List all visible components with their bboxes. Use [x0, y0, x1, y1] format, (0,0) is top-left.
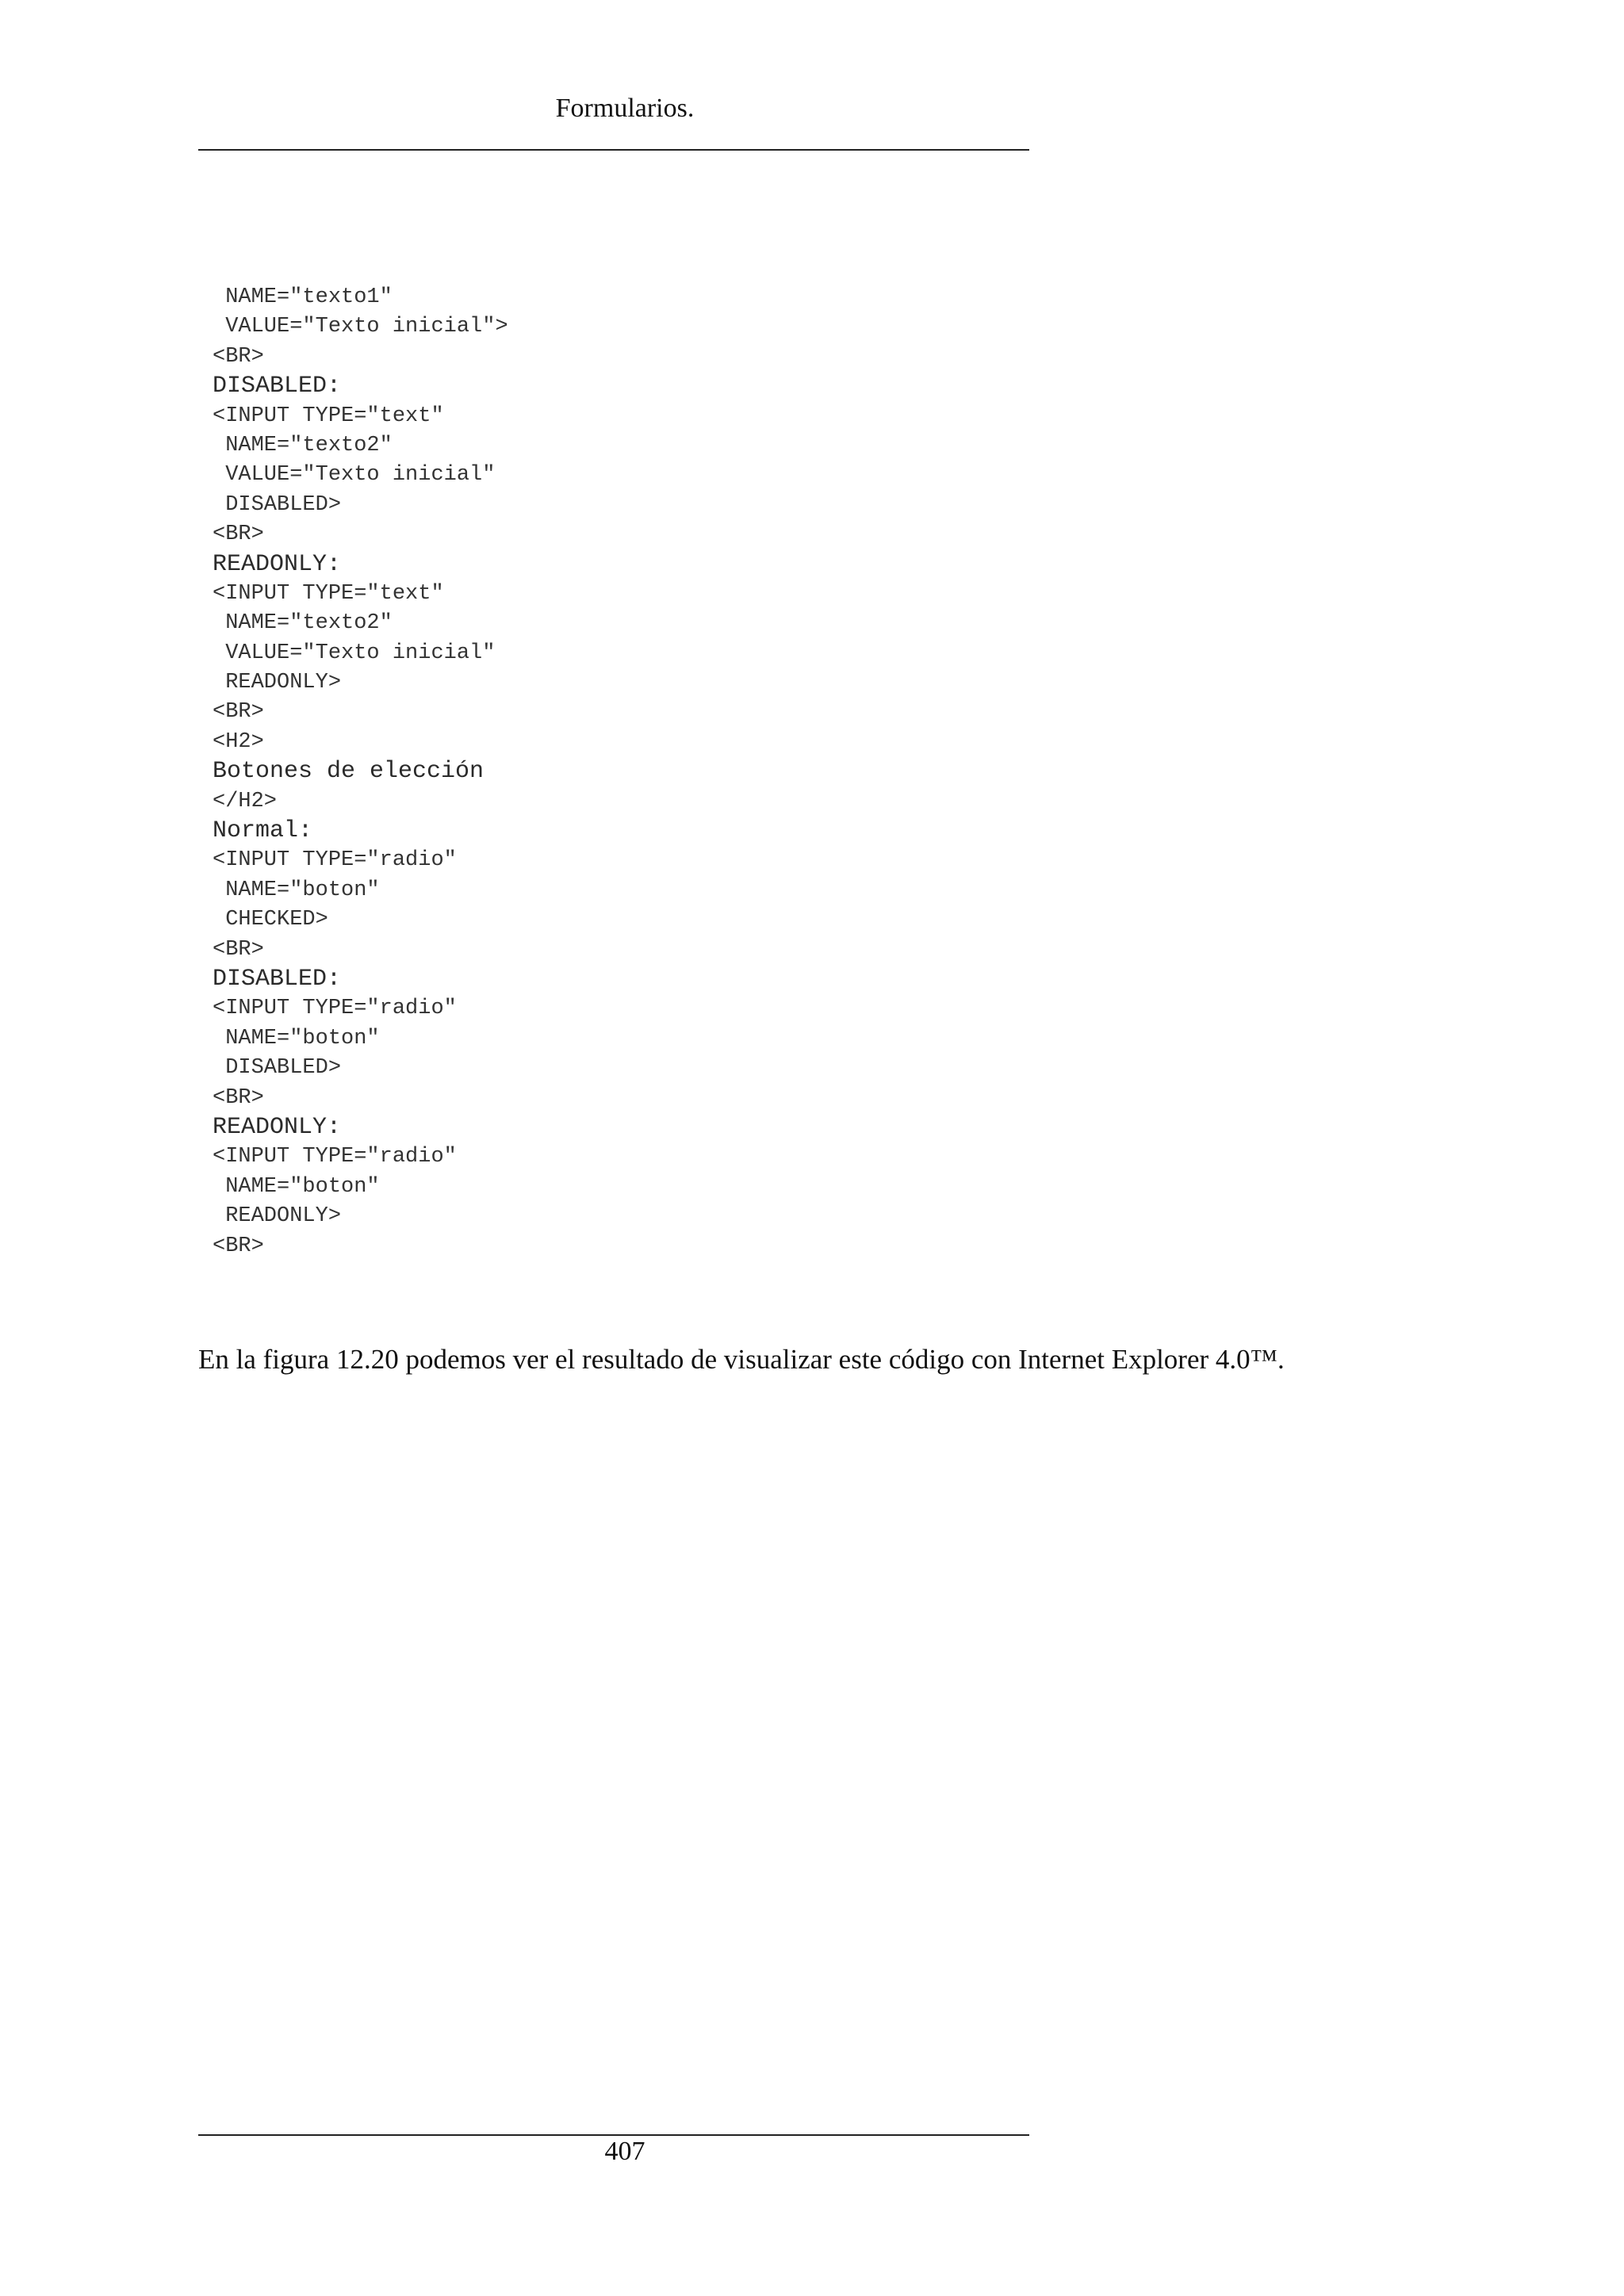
code-line: READONLY: — [213, 550, 342, 578]
code-line: <H2> — [213, 729, 264, 754]
code-line: NAME="texto1" — [213, 285, 393, 309]
code-line: <BR> — [213, 700, 264, 725]
code-line: CHECKED> — [213, 908, 328, 932]
code-line: DISABLED> — [213, 492, 342, 517]
code-line: <INPUT TYPE="radio" — [213, 997, 457, 1021]
page-footer — [198, 2134, 1029, 2166]
code-line: Botones de elección — [213, 758, 485, 786]
code-line: NAME="boton" — [213, 1026, 380, 1050]
code-line: NAME="boton" — [213, 878, 380, 902]
code-line: READONLY> — [213, 671, 342, 695]
code-line: <BR> — [213, 1085, 264, 1110]
code-line: NAME="texto2" — [213, 611, 393, 636]
code-line: <BR> — [213, 344, 264, 369]
code-line: <BR> — [213, 1234, 264, 1258]
code-line: VALUE="Texto inicial" — [213, 463, 496, 488]
code-line: <INPUT TYPE="text" — [213, 404, 444, 428]
code-line: READONLY> — [213, 1204, 342, 1229]
code-line: <INPUT TYPE="radio" — [213, 848, 457, 873]
code-line: DISABLED: — [213, 965, 342, 993]
running-header-title: Formularios. — [555, 94, 695, 123]
code-line: </H2> — [213, 789, 278, 813]
code-line: NAME="texto2" — [213, 433, 393, 457]
body-paragraph: En la figura 12.20 podemos ver el resultado de visualizar este código con Internet Explorer 4.0™. — [198, 1344, 1285, 1375]
code-line: VALUE="Texto inicial" — [213, 641, 496, 665]
page-number: 407 — [604, 2137, 645, 2166]
code-line: NAME="boton" — [213, 1174, 380, 1199]
code-line: <BR> — [213, 522, 264, 547]
code-line: READONLY: — [213, 1113, 342, 1141]
code-line: <INPUT TYPE="radio" — [213, 1145, 457, 1169]
page-header — [198, 90, 1029, 151]
code-line: <BR> — [213, 937, 264, 962]
code-line: <INPUT TYPE="text" — [213, 581, 444, 606]
code-listing — [213, 283, 926, 1261]
code-line: DISABLED> — [213, 1056, 342, 1081]
code-line: VALUE="Texto inicial"> — [213, 315, 508, 339]
code-line: Normal: — [213, 817, 313, 845]
code-line: DISABLED: — [213, 373, 342, 400]
